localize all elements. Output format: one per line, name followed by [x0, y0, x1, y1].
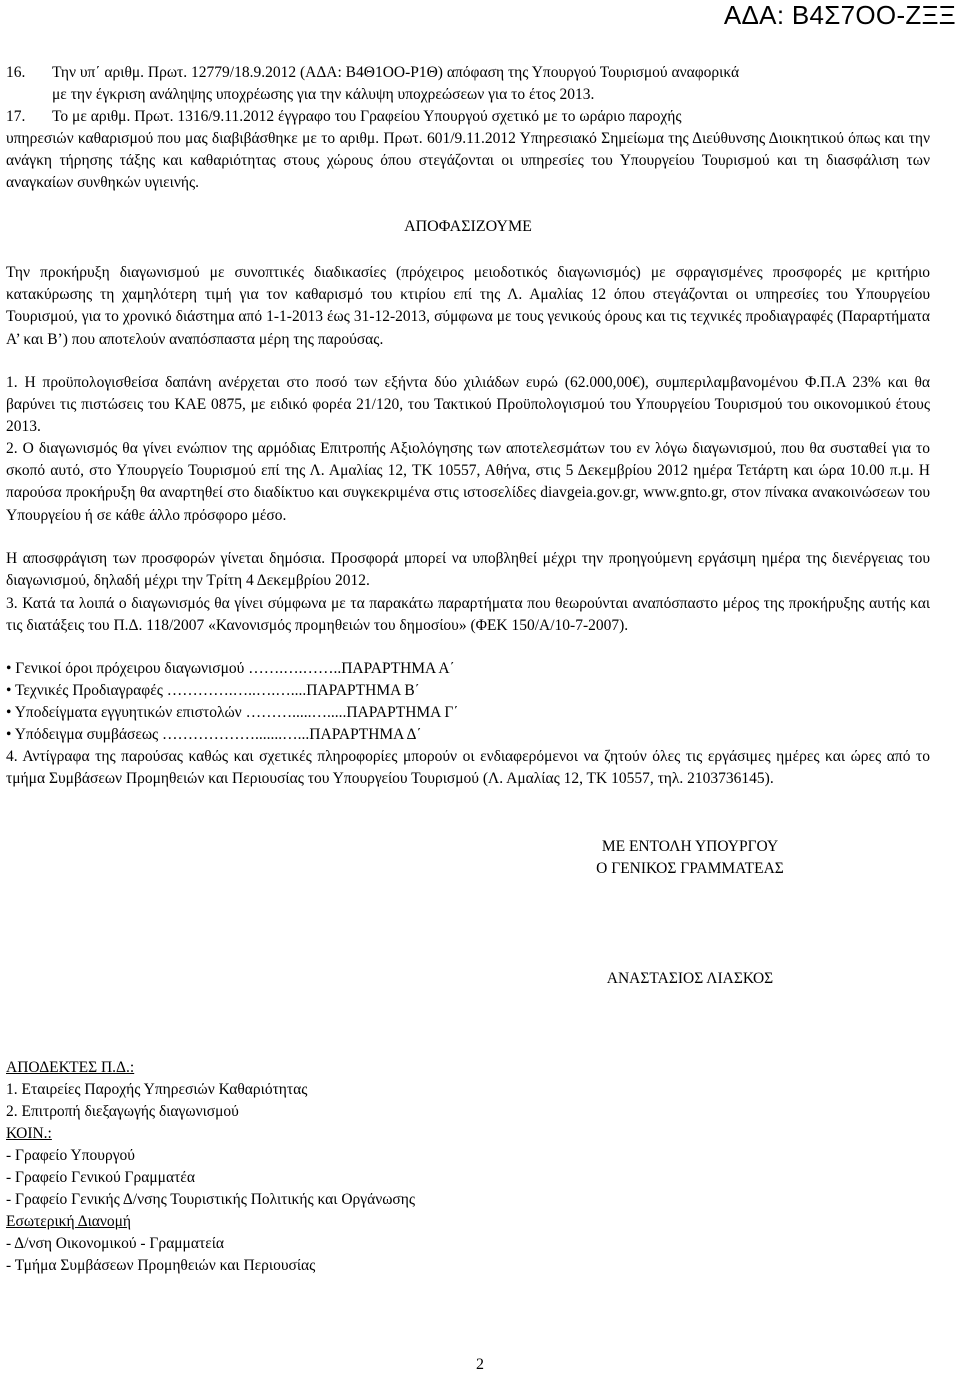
annex-item-a: • Γενικοί όροι πρόχειρου διαγωνισμού …….….……..ΠΑΡΑΡΤΗΜΑ Α΄	[6, 660, 455, 677]
signatory-name: ΑΝΑΣΤΑΣΙΟΣ ΛΙΑΣΚΟΣ	[606, 970, 774, 987]
annex-item-c: • Υποδείγματα εγγυητικών επιστολών ……….....….....ΠΑΡΑΡΤΗΜΑ Γ΄	[6, 704, 459, 721]
recipients-title: ΑΠΟΔΕΚΤΕΣ Π.Δ.:	[6, 1059, 135, 1076]
decision-title: ΑΠΟΦΑΣΙΖΟΥΜΕ	[404, 218, 532, 235]
item-16-line1: Την υπ΄ αριθμ. Πρωτ. 12779/18.9.2012 (ΑΔΑ: Β4Θ1ΟΟ-Ρ1Θ) απόφαση της Υπουργού Τουρισμού αναφορικά	[52, 64, 740, 81]
signature-line2: Ο ΓΕΝΙΚΟΣ ΓΡΑΜΜΑΤΕΑΣ	[596, 860, 784, 877]
body-p4: 4. Αντίγραφα της παρούσας καθώς και σχετικές πληροφορίες μπορούν οι ενδιαφερόμενοι να ζητούν όλες τις εργάσιμες ημέρες και ώρες από το τμήμα Συμβάσεων Προμηθειών και Περιουσίας του Υπουργείου Τουρισμού (Λ. Αμαλίας 12, ΤΚ 10557, τηλ. 2103736145).	[6, 748, 930, 788]
internal-title: Εσωτερική Διανομή	[6, 1213, 132, 1230]
item-17-number: 17.	[6, 108, 26, 125]
body-intro: Την προκήρυξη διαγωνισμού με συνοπτικές διαδικασίες (πρόχειρος μειοδοτικός διαγωνισμός) με σφραγισμένες προσφορές με κριτήριο κατακύρωσης τη χαμηλότερη τιμή για τον καθαρισμό του κτιρίου επί της Λ. Αμαλίας 12 όπου στεγάζονται οι υπηρεσίες του Υπουργείου Τουρισμού, για το χρονικό διάστημα από 1-1-2013 έως 31-12-2013, σύμφωνα με τους γενικούς όρους και τις τεχνικές προδιαγραφές (Παραρτήματα Α’ και Β’) που αποτελούν αναπόσπαστα μέρη της παρούσας.	[6, 264, 930, 348]
item-16	[6, 62, 930, 106]
recipients	[6, 1057, 930, 1277]
annex-list	[6, 658, 930, 746]
body-p2b: Η αποσφράγιση των προσφορών γίνεται δημόσια. Προσφορά μπορεί να υποβληθεί μέχρι την προηγούμενη εργάσιμη ημέρα της διενέργειας του διαγωνισμού, δηλαδή μέχρι την Τρίτη 4 Δεκεμβρίου 2012.	[6, 550, 930, 590]
signature-block	[540, 836, 840, 880]
annex-item-d: • Υπόδειγμα συμβάσεως ……………….......…...ΠΑΡΑΡΤΗΜΑ Δ΄	[6, 726, 422, 743]
koin-2: - Γραφείο Γενικού Γραμματέα	[6, 1169, 195, 1186]
koin-3: - Γραφείο Γενικής Δ/νσης Τουριστικής Πολιτικής και Οργάνωσης	[6, 1191, 416, 1208]
item-16-line2: με την έγκριση ανάληψης υποχρέωσης για την κάλυψη υποχρεώσεων για το έτος 2013.	[52, 86, 595, 103]
item-17-line1: Το με αριθμ. Πρωτ. 1316/9.11.2012 έγγραφο του Γραφείου Υπουργού σχετικό με το ωράριο παροχής	[52, 108, 682, 125]
internal-2: - Τμήμα Συμβάσεων Προμηθειών και Περιουσίας	[6, 1257, 316, 1274]
item-16-number: 16.	[6, 64, 26, 81]
item-17-line2: υπηρεσιών καθαρισμού που μας διαβιβάσθηκε με το αριθμ. Πρωτ. 601/9.11.2012 Υπηρεσιακό Σημείωμα της Διεύθυνσης Διοικητικού όπως και την ανάγκη τήρησης τάξης και καθαριότητας στους χώρους όπου στεγάζονται οι υπηρεσίες του Υπουργείου Τουρισμού και τη διασφάλιση των αναγκαίων συνθηκών υγιεινής.	[6, 130, 930, 191]
koin-1: - Γραφείο Υπουργού	[6, 1147, 135, 1164]
koin-title: ΚΟΙΝ.:	[6, 1125, 52, 1142]
body-p2: 2. Ο διαγωνισμός θα γίνει ενώπιον της αρμόδιας Επιτροπής Αξιολόγησης των αποτελεσμάτων του εν λόγω διαγωνισμού, που θα συσταθεί για το σκοπό αυτό, στο Υπουργείο Τουρισμού επί της Λ. Αμαλίας 12, ΤΚ 10557, Αθήνα, στις 5 Δεκεμβρίου 2012 ημέρα Τετάρτη και ώρα 10.00 π.μ. Η παρούσα προκήρυξη θα αναρτηθεί στο διαδίκτυο και συγκεκριμένα στις ιστοσελίδες diavgeia.gov.gr, www.gnto.gr, στον πίνακα ανακοινώσεων του Υπουργείου ή σε κάθε άλλο πρόσφορο μέσο.	[6, 440, 930, 524]
page-number: 2	[476, 1356, 484, 1373]
ada-code: ΑΔΑ: Β4Σ7ΟΟ-ΖΞΞ	[723, 0, 956, 30]
recipient-1: 1. Εταιρείες Παροχής Υπηρεσιών Καθαριότητας	[6, 1081, 308, 1098]
body-p3: 3. Κατά τα λοιπά ο διαγωνισμός θα γίνει σύμφωνα με τα παρακάτω παραρτήματα που θεωρούνται αναπόσπαστο μέρος της προκήρυξης αυτής και τις διατάξεις του Π.Δ. 118/2007 «Κανονισμός προμηθειών του δημοσίου» (ΦΕΚ 150/Α/10-7-2007).	[6, 595, 930, 635]
signature-line1: ΜΕ ΕΝΤΟΛΗ ΥΠΟΥΡΓΟΥ	[601, 838, 779, 855]
internal-1: - Δ/νση Οικονομικού - Γραμματεία	[6, 1235, 225, 1252]
recipient-2: 2. Επιτροπή διεξαγωγής διαγωνισμού	[6, 1103, 239, 1120]
item-17	[6, 106, 930, 194]
body-p1: 1. Η προϋπολογισθείσα δαπάνη ανέρχεται στο ποσό των εξήντα δύο χιλιάδων ευρώ (62.000,00€), συμπεριλαμβανομένου Φ.Π.Α 23% και θα βαρύνει τις πιστώσεις του ΚΑΕ 0875, με ειδικό φορέα 21/120, του Τακτικού Προϋπολογισμού του Υπουργείου Τουρισμού του οικονομικού έτους 2013.	[6, 374, 930, 436]
annex-item-b: • Τεχνικές Προδιαγραφές ………….…..….…....ΠΑΡΑΡΤΗΜΑ Β΄	[6, 682, 420, 699]
